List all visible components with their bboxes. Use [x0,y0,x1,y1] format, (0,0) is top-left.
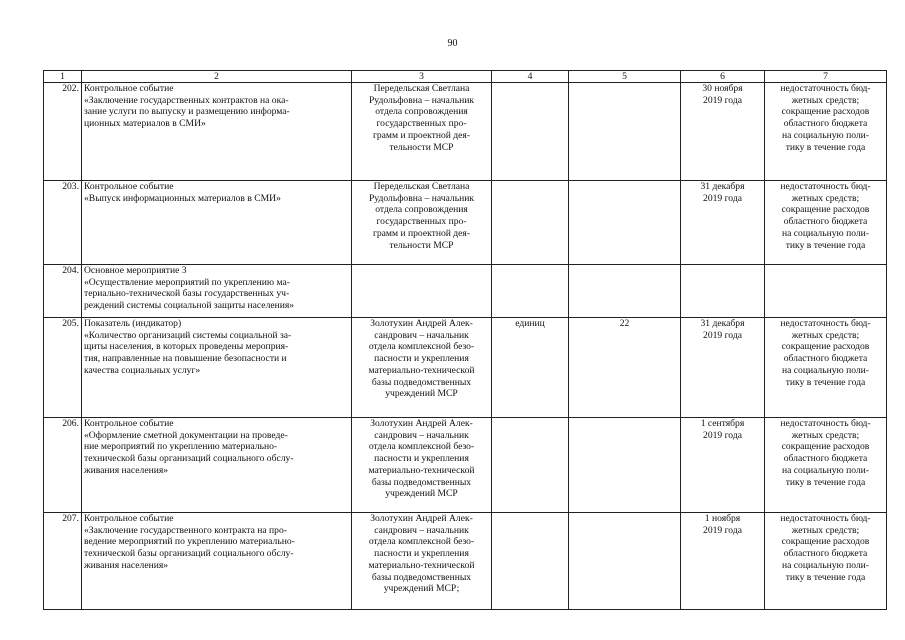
responsible-person [352,318,492,418]
risk-line: недостаточность бюд- [780,318,871,329]
risk-line: сокращение расходов [781,204,870,216]
date-line: 31 декабря [700,181,745,192]
risk-line: на социальную поли- [781,464,870,476]
resp-line: Золотухин Андрей Алек- [370,513,473,524]
value-cell [569,83,681,181]
risk-line: тику в течение года [785,239,866,251]
date-line: 2019 года [703,192,742,204]
resp-line: пасности и укрепления [374,453,469,465]
resp-line: государственных про- [376,216,467,228]
resp-line: учреждений МСР [385,488,458,500]
risk-line: на социальную поли- [781,227,870,239]
date-line: 2019 года [703,429,742,441]
risk-line: областного бюджета [783,353,868,365]
table-row [44,513,887,610]
desc-line: щиты населения, в которых проведены мероприя- [84,341,289,353]
risk-line: жетных средств; [791,429,860,441]
desc-line: териально-технической базы государственных уч- [84,288,290,300]
resp-line: базы подведомственных [371,476,472,488]
unit-cell [492,265,569,318]
row-number: 207. [44,513,82,610]
risk-line: недостаточность бюд- [780,513,871,524]
resp-line: материально-технической [368,364,475,376]
risk-line: жетных средств; [791,524,860,536]
resp-line: Золотухин Андрей Алек- [370,418,473,429]
risk-line: сокращение расходов [781,536,870,548]
table-row [44,181,887,265]
resp-line: отдела сопровождения [375,106,468,118]
desc-line: «Заключение государственного контракта на про- [84,524,287,536]
risk-cell [765,83,887,181]
resp-line: Рудольфовна – начальник [368,192,475,204]
date-line: 1 сентября [700,418,745,429]
page-number: 90 [447,38,458,49]
desc-line: Основное мероприятие 3 [84,265,187,276]
desc-line: ведение мероприятий по укреплению материально- [84,536,295,548]
risk-cell [765,265,887,318]
risk-line: недостаточность бюд- [780,83,871,94]
deadline-cell [681,318,765,418]
desc-line: «Осуществление мероприятий по укреплению ма- [84,276,290,288]
risk-cell [765,513,887,610]
risk-line: областного бюджета [783,118,868,130]
risk-line: на социальную поли- [781,364,870,376]
resp-line: сандрович – начальник [374,429,469,441]
resp-line: отдела комплексной безо- [368,441,475,453]
responsible-person [352,265,492,318]
plan-table [43,70,887,610]
unit-cell [492,513,569,610]
desc-line: технической базы организаций социального обслу- [84,548,294,560]
desc-line: живания населения» [84,559,169,571]
column-number: 6 [681,71,765,83]
risk-line: областного бюджета [783,548,868,560]
risk-line: сокращение расходов [781,106,870,118]
resp-line: Золотухин Андрей Алек- [370,318,473,329]
event-description [82,181,352,265]
column-number: 7 [765,71,887,83]
value-cell: 22 [569,318,681,418]
risk-line: сокращение расходов [781,441,870,453]
resp-line: пасности и укрепления [374,548,469,560]
value-cell [569,513,681,610]
resp-line: Передельская Светлана [373,83,470,94]
desc-line: Контрольное событие [84,418,174,429]
row-number: 206. [44,418,82,513]
desc-line: ционных материалов в СМИ» [84,118,206,130]
row-number: 202. [44,83,82,181]
resp-line: грамм и проектной дея- [372,129,471,141]
risk-line: на социальную поли- [781,129,870,141]
desc-line: технической базы организаций социального обслу- [84,453,294,465]
risk-line: тику в течение года [785,376,866,388]
resp-line: Рудольфовна – начальник [368,94,475,106]
responsible-person [352,418,492,513]
resp-line: материально-технической [368,464,475,476]
resp-line: базы подведомственных [371,571,472,583]
table-body [44,83,887,610]
deadline-cell [681,513,765,610]
desc-line: Контрольное событие [84,513,174,524]
event-description [82,513,352,610]
resp-line: учреждений МСР [385,388,458,400]
resp-line: государственных про- [376,118,467,130]
date-line: 30 ноября [702,83,743,94]
risk-line: областного бюджета [783,216,868,228]
resp-line: отдела сопровождения [375,204,468,216]
desc-line: Показатель (индикатор) [84,318,182,329]
event-description [82,83,352,181]
column-number: 5 [569,71,681,83]
desc-line: «Заключение государственных контрактов на ока- [84,94,289,106]
risk-line: тику в течение года [785,141,866,153]
date-line: 2019 года [703,94,742,106]
deadline-cell [681,265,765,318]
table-row [44,265,887,318]
resp-line: учреждений МСР; [383,583,460,595]
deadline-cell [681,418,765,513]
resp-line: сандрович – начальник [374,329,469,341]
unit-cell [492,181,569,265]
desc-line: тия, направленные на повышение безопасности и [84,353,287,365]
responsible-person [352,83,492,181]
desc-line: «Количество организаций системы социальной за- [84,329,292,341]
resp-line: базы подведомственных [371,376,472,388]
date-line: 1 ноября [704,513,741,524]
resp-line: отдела комплексной безо- [368,536,475,548]
value-cell [569,181,681,265]
event-description [82,318,352,418]
resp-line: Передельская Светлана [373,181,470,192]
resp-line: тельности МСР [389,141,454,153]
resp-line: грамм и проектной дея- [372,227,471,239]
column-number-row [44,71,887,83]
desc-line: живания населения» [84,464,169,476]
desc-line: Контрольное событие [84,181,174,192]
risk-line: жетных средств; [791,192,860,204]
risk-line: сокращение расходов [781,341,870,353]
desc-line: зание услуги по выпуску и размещению информа- [84,106,290,118]
risk-cell [765,418,887,513]
resp-line: тельности МСР [389,239,454,251]
desc-line: ние мероприятий по укреплению материально- [84,441,278,453]
resp-line: пасности и укрепления [374,353,469,365]
risk-cell [765,181,887,265]
resp-line: материально-технической [368,559,475,571]
date-line: 31 декабря [700,318,745,329]
table-row [44,318,887,418]
risk-line: недостаточность бюд- [780,418,871,429]
risk-line: недостаточность бюд- [780,181,871,192]
risk-line: жетных средств; [791,94,860,106]
risk-line: жетных средств; [791,329,860,341]
responsible-person [352,513,492,610]
row-number: 205. [44,318,82,418]
desc-line: реждений системы социальной защиты населения» [84,300,295,312]
row-number: 204. [44,265,82,318]
risk-line: тику в течение года [785,476,866,488]
desc-line: «Выпуск информационных материалов в СМИ» [84,192,281,204]
date-line: 2019 года [703,329,742,341]
column-number: 1 [44,71,82,83]
responsible-person [352,181,492,265]
value-cell [569,265,681,318]
risk-line: тику в течение года [785,571,866,583]
table-row [44,83,887,181]
column-number: 4 [492,71,569,83]
value-cell [569,418,681,513]
deadline-cell [681,181,765,265]
desc-line: Контрольное событие [84,83,174,94]
deadline-cell [681,83,765,181]
table-row [44,418,887,513]
row-number: 203. [44,181,82,265]
risk-line: областного бюджета [783,453,868,465]
risk-line: на социальную поли- [781,559,870,571]
event-description [82,418,352,513]
event-description [82,265,352,318]
unit-cell [492,418,569,513]
risk-cell [765,318,887,418]
unit-cell [492,83,569,181]
date-line: 2019 года [703,524,742,536]
resp-line: сандрович – начальник [374,524,469,536]
column-number: 2 [82,71,352,83]
desc-line: качества социальных услуг» [84,364,201,376]
column-number: 3 [352,71,492,83]
resp-line: отдела комплексной безо- [368,341,475,353]
desc-line: «Оформление сметной документации на проведе- [84,429,288,441]
unit-cell: единиц [492,318,569,418]
